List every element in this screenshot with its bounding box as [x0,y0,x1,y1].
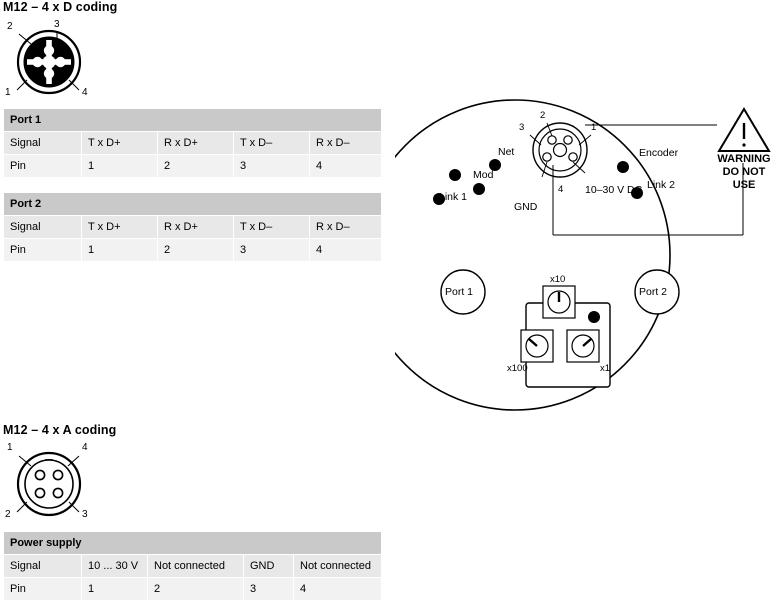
label-port1: Port 1 [445,286,474,298]
table-row [4,193,382,216]
cell: R x D– [310,216,382,239]
a-pin-label-4: 4 [82,442,88,453]
cell: Not connected [148,555,244,578]
device-pin-label-1: 1 [591,122,597,133]
table-port1 [3,108,382,178]
cell: 2 [148,578,244,601]
label-net: Net [498,146,515,158]
label-link1: Link 1 [439,191,468,203]
d-pin-label-3: 3 [54,19,60,30]
cell: R x D+ [158,132,234,155]
a-pin-label-2: 2 [5,509,11,520]
a-pin-label-3: 3 [82,509,88,520]
label-link2: Link 2 [647,179,676,191]
cell: 4 [294,578,382,601]
device-pin-label-2: 2 [540,110,546,121]
label-encoder: Encoder [639,147,679,159]
row-label: Signal [4,555,82,578]
table-title-power-supply: Power supply [4,532,382,555]
label-mod: Mod [473,169,494,181]
cell: 1 [82,155,158,178]
cell: R x D+ [158,216,234,239]
table-row [4,109,382,132]
cell: 1 [82,239,158,262]
table-title-port1: Port 1 [4,109,382,132]
table-row [4,216,382,239]
cell: 4 [310,239,382,262]
row-label: Signal [4,216,82,239]
device-pin-label-3: 3 [519,122,525,133]
row-label: Pin [4,578,82,601]
label-x10: x10 [550,274,566,285]
row-label: Pin [4,239,82,262]
cell: 2 [158,155,234,178]
table-port2 [3,192,382,262]
device-pin-label-4: 4 [558,184,564,195]
warning-line-2: DO NOT [722,166,766,178]
cell: R x D– [310,132,382,155]
a-coding-title: M12 – 4 x A coding [3,423,117,437]
cell: T x D+ [82,216,158,239]
table-row [4,239,382,262]
label-x100: x100 [507,363,528,374]
label-gnd: GND [514,201,538,213]
cell: T x D+ [82,132,158,155]
d-pin-label-4: 4 [82,87,88,98]
d-pin-label-2: 2 [7,21,13,32]
device-face-drawing [395,95,783,415]
label-port2: Port 2 [639,286,668,298]
cell: GND [244,555,294,578]
table-row [4,132,382,155]
table-row [4,532,382,555]
cell: T x D– [234,132,310,155]
cell: 3 [234,155,310,178]
label-supply-voltage: 10–30 V DC [585,184,643,196]
warning-line-1: WARNING [717,153,771,165]
cell: 1 [82,578,148,601]
table-row [4,578,382,601]
d-coding-connector-icon [5,19,105,102]
cell: Not connected [294,555,382,578]
d-coding-title: M12 – 4 x D coding [3,0,118,14]
cell: T x D– [234,216,310,239]
row-label: Signal [4,132,82,155]
warning-line-3: USE [732,179,756,191]
device-outline-svg [395,95,783,415]
cell: 2 [158,239,234,262]
label-x1: x1 [600,363,611,374]
table-row [4,155,382,178]
cell: 4 [310,155,382,178]
cell: 10 ... 30 V [82,555,148,578]
m12-d-coding-connector-drawing [5,19,105,102]
m12-a-coding-connector-drawing [5,443,105,525]
d-pin-label-1: 1 [5,87,11,98]
table-power-supply [3,531,382,601]
row-label: Pin [4,155,82,178]
table-title-port2: Port 2 [4,193,382,216]
cell: 3 [244,578,294,601]
a-coding-connector-icon [5,443,105,525]
table-row [4,555,382,578]
a-pin-label-1: 1 [7,442,13,453]
cell: 3 [234,239,310,262]
